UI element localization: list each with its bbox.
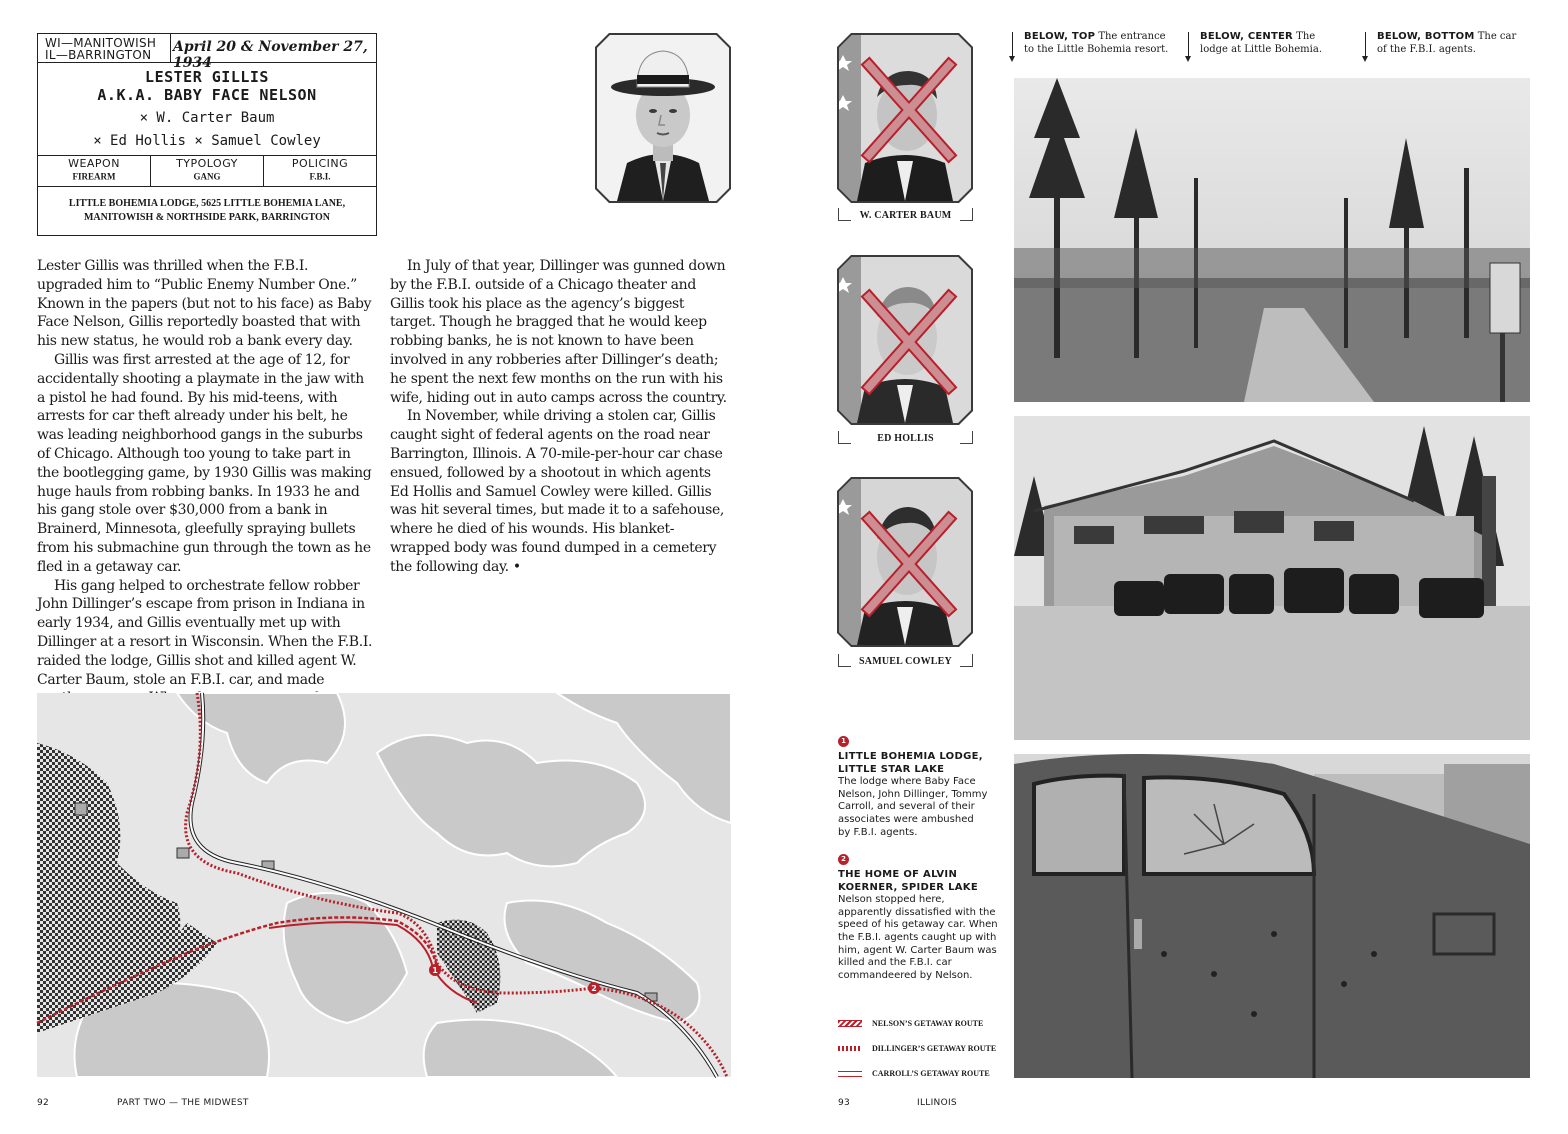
typology-cell [151,156,264,186]
victims-line-1: × W. Carter Baum [139,110,275,126]
policing-cell [264,156,376,186]
weapon-label: WEAPON [68,157,120,170]
typology-value: GANG [193,170,221,182]
note-text-2: Nelson stopped here, apparently dissatisfied with the speed of his getaway car. When the F.B.I. agents caught up with him, agent W. Carter Baum was killed and the F.B.I. car commandeered by Nelson. [838,894,998,981]
body-column-1 [37,257,375,688]
arrow-down-icon [1012,32,1013,60]
note-number-2: 2 [838,854,849,865]
arrow-down-icon [1188,32,1189,60]
nelson-portrait [595,33,731,203]
note-number-1: 1 [838,736,849,747]
nelson-route-swatch [838,1020,862,1027]
legend-dillinger [838,1044,996,1053]
left-page-number: 92 [37,1098,50,1108]
caption-top: BELOW, TOP The entrance to the Little Bohemia resort. [1024,30,1174,56]
map-graphic [37,693,731,1077]
body-paragraph-3a: His gang helped to orchestrate fellow robber John Dillinger’s escape from prison in Indiana in early 1934, and Gillis eventually met up with Dillinger at a resort in Wisconsin. When the F.B.I. raided the lodge, Gillis shot and killed agent W. Carter Baum, stole an F.B.I. car, and made [37,577,373,688]
dillinger-route-swatch [838,1046,862,1051]
name-line-2: A.K.A. BABY FACE NELSON [97,86,317,104]
nelson-portrait-image [597,35,729,201]
note-text-1: The lodge where Baby Face Nelson, John Dillinger, Tommy Carroll, and several of their associates were ambushed by F.B.I. agents. [838,776,988,838]
legend-nelson [838,1019,983,1028]
criminal-name [38,68,376,104]
weapon-cell [38,156,151,186]
cowley-portrait [837,477,973,647]
card-header-row [38,34,376,71]
location-il: IL—BARRINGTON [45,48,152,62]
caption-center: BELOW, CENTER The lodge at Little Bohemia. [1200,30,1340,56]
hollis-caption: ED HOLLIS [838,433,973,447]
policing-value: F.B.I. [309,170,331,182]
getaway-route-map [37,693,731,1077]
case-info-card [37,33,377,236]
legend-label-carroll: CARROLL’S GETAWAY ROUTE [872,1069,990,1078]
right-page-number: 93 [838,1098,851,1108]
location-wi: WI—MANITOWISH [45,36,157,50]
map-note-2 [838,854,998,982]
photo-fbi-car [1014,754,1530,1078]
body-paragraph-4: In July of that year, Dillinger was gunned down by the F.B.I. outside of a Chicago theater and Gillis took his place as the agency’s biggest target. Though he bragged that he would keep robbing banks, he is not known to have been involved in any robberies after Dillinger’s death; he spent the next few months on the run with his wife, hiding out in auto camps across the country. [390,258,727,406]
caption-bottom: BELOW, BOTTOM The car of the F.B.I. agents. [1377,30,1529,56]
baum-caption: W. CARTER BAUM [838,210,973,224]
photo-lodge [1014,416,1530,740]
body-column-2 [390,257,732,577]
body-paragraph-5: In November, while driving a stolen car, Gillis caught sight of federal agents on the road near Barrington, Illinois. A 70-mile-per-hour car chase ensued, followed by a shootout in which agents Ed Hollis and Samuel Cowley were killed. Gillis was hit several times, but made it to a safehouse, where he died of his wounds. His blanket-wrapped body was found dumped in a cemetery the following day. • [390,408,725,575]
legend-carroll [838,1069,990,1078]
photo-resort-entrance [1014,78,1530,402]
legend-label-nelson: NELSON’S GETAWAY ROUTE [872,1019,984,1028]
cowley-caption: SAMUEL COWLEY [838,656,973,670]
locations [38,34,171,62]
typology-label: TYPOLOGY [176,157,238,170]
carroll-route-swatch [838,1071,862,1077]
note-title-1: LITTLE BOHEMIA LODGE, LITTLE STAR LAKE [838,751,983,775]
map-marker-1: 1 [432,966,438,975]
victims-line-2: × Ed Hollis × Samuel Cowley [93,133,321,149]
body-paragraph-2: Gillis was first arrested at the age of 12, for accidentally shooting a playmate in the jaw with a pistol he had found. By his mid-teens, with arrests for car theft already under his belt, he was leading neighborhood gangs in the suburbs of Chicago. Although too young to take part in the bootlegging game, by 1930 Gillis was making huge hauls from robbing banks. In 1933 he and his gang stole over $30,000 from a bank in Brainerd, Minnesota, gleefully spraying bullets from his submachine gun through the town as he fled in a getaway car. [37,351,372,575]
policing-label: POLICING [291,157,349,170]
left-section-title: PART TWO — THE MIDWEST [117,1098,249,1108]
name-line-1: LESTER GILLIS [145,68,269,86]
map-marker-2: 2 [591,984,597,993]
note-title-2: THE HOME OF ALVIN KOERNER, SPIDER LAKE [838,869,978,893]
hollis-portrait [837,255,973,425]
weapon-value: FIREARM [72,170,116,182]
legend-label-dillinger: DILLINGER’S GETAWAY ROUTE [872,1044,997,1053]
arrow-down-icon [1365,32,1366,60]
body-paragraph-1: Lester Gillis was thrilled when the F.B.I. upgraded him to “Public Enemy Number One.” Known in the papers (but not to his face) as Baby Face Nelson, Gillis reportedly boasted that with his new status, he would rob a bank every day. [37,258,372,350]
case-dates: April 20 & November 27, 1934 [173,39,368,71]
baum-portrait [837,33,973,203]
map-note-1 [838,736,988,839]
address: LITTLE BOHEMIA LODGE, 5625 LITTLE BOHEMIA LANE, MANITOWISH & NORTHSIDE PARK, BARRINGTON [68,198,346,223]
right-section-title: ILLINOIS [917,1098,957,1108]
classification-grid [38,155,376,187]
